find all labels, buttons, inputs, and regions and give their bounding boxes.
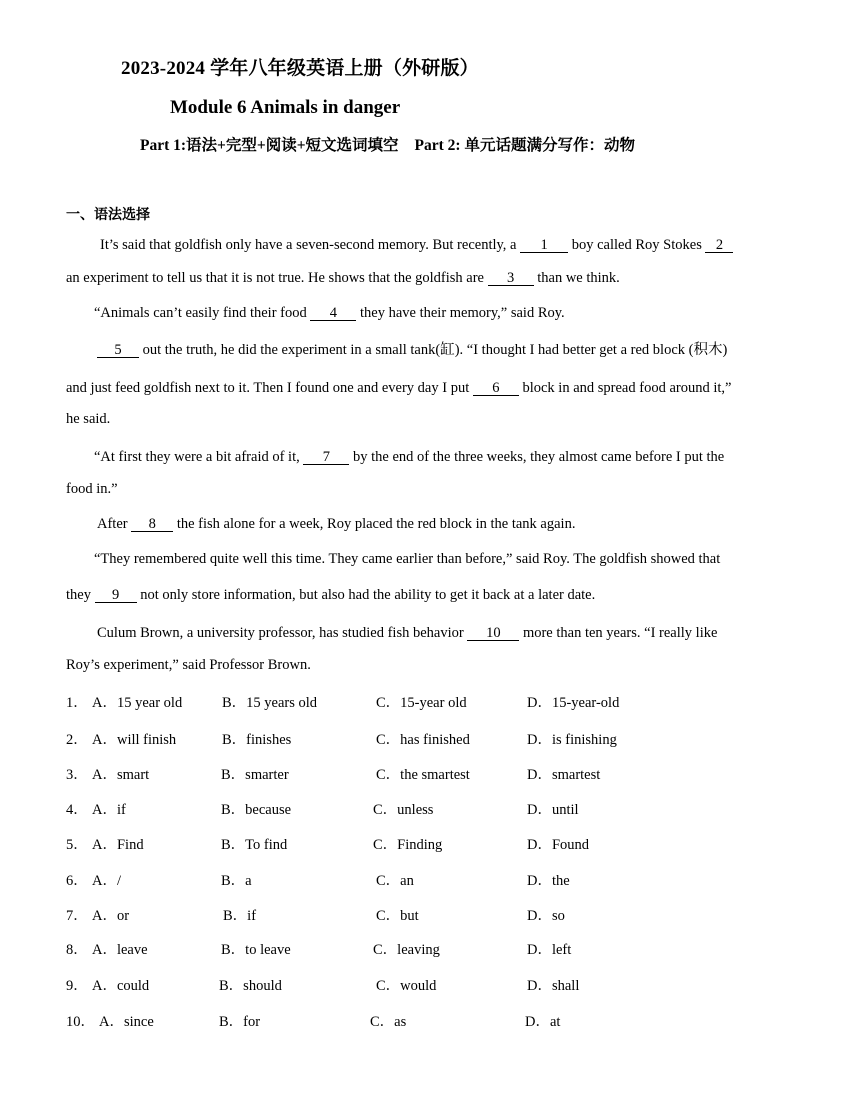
parts-line [140,133,635,155]
option-d[interactable]: D．so [527,908,565,924]
option-c[interactable]: C．leaving [373,942,440,958]
blank-1: 1 [520,238,568,253]
question-row [66,798,766,816]
question-row [66,938,766,956]
question-number: 7． [66,908,88,924]
blank-9: 9 [95,588,137,603]
blank-3: 3 [488,271,534,286]
option-b[interactable]: B．because [221,802,292,818]
option-a[interactable]: A．or [92,908,130,924]
option-d[interactable]: D．left [527,942,572,958]
passage-text: more than ten years. “I really like [522,625,718,641]
option-d[interactable]: D．smartest [527,767,601,783]
module-title: Module 6 Animals in danger [170,97,401,118]
option-a[interactable]: A．smart [92,767,150,783]
option-b[interactable]: B．smarter [221,767,289,783]
question-number: 5． [66,837,88,853]
option-b[interactable]: B．if [223,908,257,924]
option-c[interactable]: C．but [376,908,419,924]
blank-6: 6 [473,381,519,396]
passage-text: After [97,516,128,532]
option-d[interactable]: D．the [527,873,570,889]
option-a[interactable]: A．Find [92,837,144,853]
page-title: 2023-2024 学年八年级英语上册（外研版） [121,58,479,79]
passage-line: Roy’s experiment,” said Professor Brown. [66,657,311,673]
option-a[interactable]: A．could [92,978,150,994]
option-c[interactable]: C．the smartest [376,767,470,783]
part1-label: Part 1:语法+完型+阅读+短文选词填空 [140,137,399,154]
question-number: 4． [66,802,88,818]
passage-text: by the end of the three weeks, they almost came before I put the [353,449,725,465]
passage-line [94,304,565,322]
option-a[interactable]: A．since [99,1014,154,1030]
passage-line [66,586,595,604]
option-b[interactable]: B．15 years old [222,695,318,711]
option-c[interactable]: C．Finding [373,837,443,853]
option-a[interactable]: A．leave [92,942,148,958]
passage-text: an experiment to tell us that it is not true. He shows that the goldfish are [66,270,484,286]
passage-text: they [66,587,91,603]
passage-text: out the truth, he did the experiment in a small tank(缸). “I thought I had better get a red block (积木) [142,342,728,358]
passage-text: the fish alone for a week, Roy placed the red block in the tank again. [176,516,576,532]
passage-line: “They remembered quite well this time. They came earlier than before,” said Roy. The goldfish showed that [94,551,721,567]
option-c[interactable]: C．would [376,978,437,994]
option-c[interactable]: C．has finished [376,732,470,748]
passage-line [97,341,727,359]
passage-line: food in.” [66,481,118,497]
option-b[interactable]: B．for [219,1014,261,1030]
passage-text: they have their memory,” said Roy. [360,305,565,321]
option-b[interactable]: B．should [219,978,282,994]
question-row [66,974,766,992]
question-number: 2． [66,732,88,748]
option-b[interactable]: B．a [221,873,252,889]
option-d[interactable]: D．is finishing [527,732,617,748]
passage-line [66,269,620,287]
blank-4: 4 [310,306,356,321]
question-row [66,1010,766,1028]
question-row [66,869,766,887]
passage-line [97,515,575,533]
passage-text: “Animals can’t easily find their food [94,305,307,321]
passage-text: Culum Brown, a university professor, has studied fish behavior [97,625,464,641]
blank-7: 7 [303,450,349,465]
passage-text: block in and spread food around it,” [522,380,732,396]
section-heading: 一、语法选择 [66,208,150,223]
option-a[interactable]: A．will finish [92,732,177,748]
passage-text: “At first they were a bit afraid of it, [94,449,300,465]
option-d[interactable]: D．at [525,1014,561,1030]
question-row [66,728,766,746]
passage-line [66,379,731,397]
question-row [66,763,766,781]
option-a[interactable]: A．/ [92,873,121,889]
question-row [66,833,766,851]
question-number: 9． [66,978,88,994]
blank-5: 5 [97,343,139,358]
question-row [66,691,766,709]
blank-8: 8 [131,517,173,532]
part2-label: Part 2: 单元话题满分写作：动物 [414,137,635,154]
option-a[interactable]: A．15 year old [92,695,183,711]
option-b[interactable]: B．To find [221,837,288,853]
passage-line [100,236,733,254]
option-c[interactable]: C．15-year old [376,695,467,711]
passage-line: he said. [66,411,111,427]
option-c[interactable]: C．unless [373,802,434,818]
option-c[interactable]: C．an [376,873,414,889]
option-d[interactable]: D．shall [527,978,580,994]
passage-text: than we think. [537,270,620,286]
blank-10: 10 [467,626,519,641]
passage-text: It’s said that goldfish only have a seven-second memory. But recently, a [100,237,517,253]
question-row [66,904,766,922]
option-b[interactable]: B．finishes [222,732,292,748]
blank-2: 2 [705,238,733,253]
option-a[interactable]: A．if [92,802,126,818]
passage-text: not only store information, but also had the ability to get it back at a later date. [140,587,596,603]
passage-text: and just feed goldfish next to it. Then I found one and every day I put [66,380,470,396]
question-number: 3． [66,767,88,783]
passage-line [94,448,724,466]
passage-text: boy called Roy Stokes [571,237,702,253]
option-d[interactable]: D．until [527,802,579,818]
question-number: 1． [66,695,88,711]
option-c[interactable]: C．as [370,1014,407,1030]
passage-line [97,624,717,642]
option-b[interactable]: B．to leave [221,942,291,958]
question-number: 10． [66,1014,95,1030]
option-d[interactable]: D．Found [527,837,590,853]
option-d[interactable]: D．15-year-old [527,695,620,711]
question-number: 8． [66,942,88,958]
question-number: 6． [66,873,88,889]
